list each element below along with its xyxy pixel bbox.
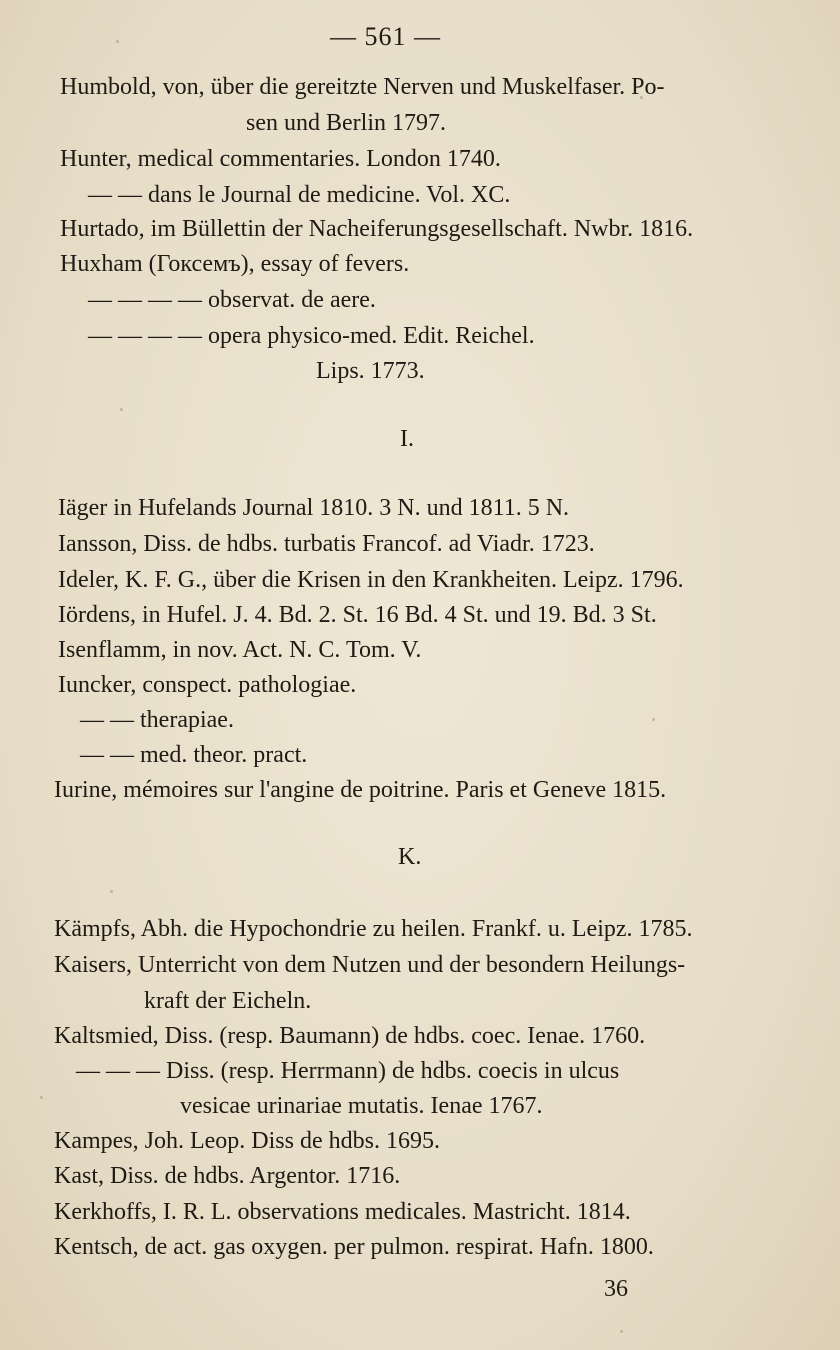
entry-line: Kast, Diss. de hdbs. Argentor. 1716. <box>54 1163 401 1189</box>
entry-line: Iördens, in Hufel. J. 4. Bd. 2. St. 16 Bd. 4 St. und 19. Bd. 3 St. <box>58 602 657 628</box>
entry-line: kraft der Eicheln. <box>144 988 312 1014</box>
entry-line: Kentsch, de act. gas oxygen. per pulmon. respirat. Hafn. 1800. <box>54 1234 654 1260</box>
entry-line: Kaisers, Unterricht von dem Nutzen und der besondern Heilungs- <box>54 952 686 978</box>
paper-speck <box>40 1096 43 1099</box>
entry-line: Iurine, mémoires sur l'angine de poitrine. Paris et Geneve 1815. <box>54 777 667 803</box>
entry-line: Iuncker, conspect. pathologiae. <box>58 672 357 698</box>
paper-speck <box>120 408 123 411</box>
entry-line: Hunter, medical commentaries. London 1740. <box>60 146 501 172</box>
entry-line: Huxham (Гоксемъ), essay of fevers. <box>60 251 410 277</box>
section-heading-i: I. <box>400 426 414 452</box>
entry-line: Iansson, Diss. de hdbs. turbatis Francof. ad Viadr. 1723. <box>58 531 595 557</box>
paper-speck <box>620 1330 623 1333</box>
entry-line: — — — Diss. (resp. Herrmann) de hdbs. coecis in ulcus <box>76 1058 620 1084</box>
paper-speck <box>640 96 643 99</box>
entry-line: Kämpfs, Abh. die Hypochondrie zu heilen. Frankf. u. Leipz. 1785. <box>54 916 693 942</box>
entry-line: Lips. 1773. <box>316 358 425 384</box>
entry-line: Isenflamm, in nov. Act. N. C. Tom. V. <box>58 637 422 663</box>
page-number-header: — 561 — <box>330 22 441 51</box>
entry-line: Ideler, K. F. G., über die Krisen in den Krankheiten. Leipz. 1796. <box>58 567 684 593</box>
signature-mark: 36 <box>604 1276 628 1302</box>
entry-line: vesicae urinariae mutatis. Ienae 1767. <box>180 1093 543 1119</box>
entry-line: Hurtado, im Büllettin der Nacheiferungsgesellschaft. Nwbr. 1816. <box>60 216 694 242</box>
paper-speck <box>652 718 655 721</box>
entry-line: — — dans le Journal de medicine. Vol. XC. <box>88 182 511 208</box>
entry-line: sen und Berlin 1797. <box>246 110 446 136</box>
entry-line: — — — — opera physico-med. Edit. Reichel. <box>88 323 535 349</box>
paper-speck <box>110 890 113 893</box>
entry-line: Kampes, Joh. Leop. Diss de hdbs. 1695. <box>54 1128 440 1154</box>
section-heading-k: K. <box>398 844 422 870</box>
paper-speck <box>116 40 119 43</box>
entry-line: Kerkhoffs, I. R. L. observations medicales. Mastricht. 1814. <box>54 1199 631 1225</box>
entry-line: Iäger in Hufelands Journal 1810. 3 N. und 1811. 5 N. <box>58 495 570 521</box>
entry-line: — — therapiae. <box>80 707 234 733</box>
entry-line: Kaltsmied, Diss. (resp. Baumann) de hdbs. coec. Ienae. 1760. <box>54 1023 646 1049</box>
entry-line: — — med. theor. pract. <box>80 742 308 768</box>
entry-line: — — — — observat. de aere. <box>88 287 376 313</box>
entry-line: Humbold, von, über die gereitzte Nerven und Muskelfaser. Po- <box>60 74 665 100</box>
